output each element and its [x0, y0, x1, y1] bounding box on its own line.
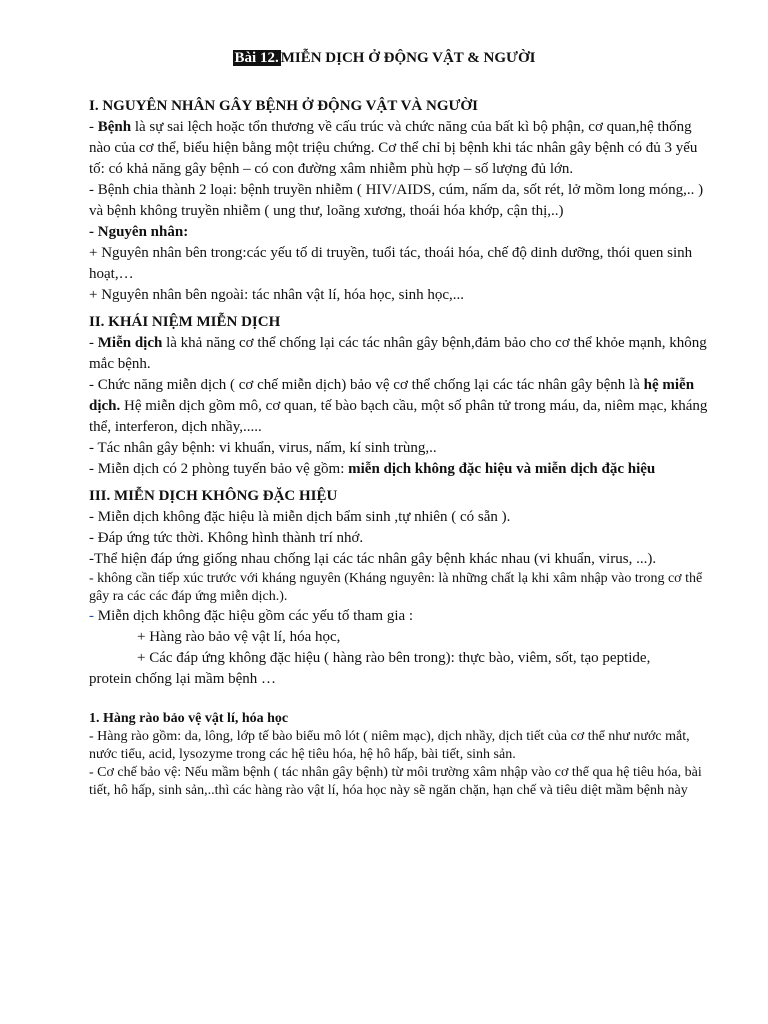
section-2-heading: II. KHÁI NIỆM MIỄN DỊCH — [89, 314, 281, 330]
paragraph: - Cơ chế bảo vệ: Nếu mầm bệnh ( tác nhân gây bệnh) từ môi trường xâm nhập vào cơ thể qua hệ tiêu hóa, bài tiết, hô hấp, sinh sản,..thì các hàng rào vật lí, hóa học này sẽ ngăn chặn, hạn chế và tiêu diệt mầm bệnh này — [89, 765, 702, 798]
paragraph-text: Hệ miễn dịch gồm mô, cơ quan, tế bào bạch cầu, một số phân tử trong máu, da, niêm mạc, kháng thể, interferon, dịch nhầy,..... — [89, 398, 708, 435]
paragraph: -Thể hiện đáp ứng giống nhau chống lại các tác nhân gây bệnh khác nhau (vi khuẩn, virus, ...). — [89, 551, 657, 567]
term-two-lines: miễn dịch không đặc hiệu và miễn dịch đặc hiệu — [348, 461, 656, 477]
term-benh: Bệnh — [97, 119, 132, 135]
document-title — [0, 50, 768, 67]
term-mien-dich: Miễn dịch — [97, 335, 163, 351]
document-body — [89, 96, 709, 800]
paragraph — [89, 459, 709, 480]
paragraph — [89, 117, 709, 180]
paragraph-text: - Chức năng miễn dịch ( cơ chế miễn dịch) bảo vệ cơ thể chống lại các tác nhân gây bệnh là — [89, 377, 644, 393]
paragraph: + Nguyên nhân bên ngoài: tác nhân vật lí, hóa học, sinh học,... — [89, 287, 465, 303]
paragraph-text: là sự sai lệch hoặc tổn thương về cấu trúc và chức năng của bất kì bộ phận, cơ quan,hệ thống nào của cơ thể, biểu hiện bằng một triệu chứng. Cơ thể chỉ bị bệnh khi tác nhân gây bệnh có đủ 3 yếu tố: có khả năng gây bệnh – có con đường xâm nhiễm phù hợp – số lượng đủ lớn. — [89, 119, 698, 177]
section-3-heading: III. MIỄN DỊCH KHÔNG ĐẶC HIỆU — [89, 488, 338, 504]
paragraph: - Hàng rào gồm: da, lông, lớp tế bào biểu mô lót ( niêm mạc), dịch nhầy, dịch tiết của cơ thể như nước mắt, nước tiểu, acid, lysozyme trong các hệ tiêu hóa, hệ hô hấp, bài tiết, sinh sản. — [89, 729, 690, 762]
paragraph — [89, 333, 709, 375]
lesson-title: MIỄN DỊCH Ở ĐỘNG VẬT & NGƯỜI — [280, 50, 536, 66]
list-item: + Các đáp ứng không đặc hiệu ( hàng rào bên trong): thực bào, viêm, sốt, tạo peptide, — [137, 650, 651, 666]
paragraph-text: - Miễn dịch có 2 phòng tuyến bảo vệ gồm: — [89, 461, 349, 477]
paragraph: - Miễn dịch không đặc hiệu là miễn dịch bẩm sinh ,tự nhiên ( có sẵn ). — [89, 509, 511, 525]
paragraph-text: là khả năng cơ thể chống lại các tác nhân gây bệnh,đảm bảo cho cơ thể khỏe mạnh, không mắc bệnh. — [89, 335, 707, 372]
paragraph-text: Miễn dịch không đặc hiệu gồm các yếu tố tham gia : — [94, 608, 414, 624]
paragraph — [89, 606, 709, 627]
term-he-mien-dich: hệ miễn dịch. — [89, 377, 695, 414]
lesson-label: Bài 12. — [234, 50, 279, 66]
paragraph: - Đáp ứng tức thời. Không hình thành trí nhớ. — [89, 530, 364, 546]
list-item-continuation: protein chống lại mầm bệnh … — [89, 671, 277, 687]
spacer — [89, 690, 709, 710]
list-item: + Hàng rào bảo vệ vật lí, hóa học, — [137, 629, 341, 645]
paragraph — [89, 375, 709, 438]
subsection-1-heading: 1. Hàng rào bảo vệ vật lí, hóa học — [89, 711, 289, 726]
paragraph: - Tác nhân gây bệnh: vi khuẩn, virus, nấm, kí sinh trùng,.. — [89, 440, 437, 456]
paragraph: - không cần tiếp xúc trước với kháng nguyên (Kháng nguyên: là những chất lạ khi xâm nhập vào trong cơ thể gây ra các các đáp ứng miễn dịch.). — [89, 571, 703, 604]
dash: - — [89, 608, 94, 624]
dash: - — [89, 335, 98, 351]
paragraph: - Bệnh chia thành 2 loại: bệnh truyền nhiễm ( HIV/AIDS, cúm, nấm da, sốt rét, lở mồm long móng,.. ) và bệnh không truyền nhiễm ( ung thư, loãng xương, thoái hóa khớp, cận thị,..) — [89, 182, 704, 219]
paragraph-bold — [89, 222, 709, 243]
paragraph: + Nguyên nhân bên trong:các yếu tố di truyền, tuổi tác, thoái hóa, chế độ dinh dưỡng, thói quen sinh hoạt,… — [89, 245, 693, 282]
dash: - — [89, 119, 98, 135]
cause-label: - Nguyên nhân: — [89, 224, 189, 240]
section-1-heading: I. NGUYÊN NHÂN GÂY BỆNH Ở ĐỘNG VẬT VÀ NGƯỜI — [89, 98, 478, 114]
